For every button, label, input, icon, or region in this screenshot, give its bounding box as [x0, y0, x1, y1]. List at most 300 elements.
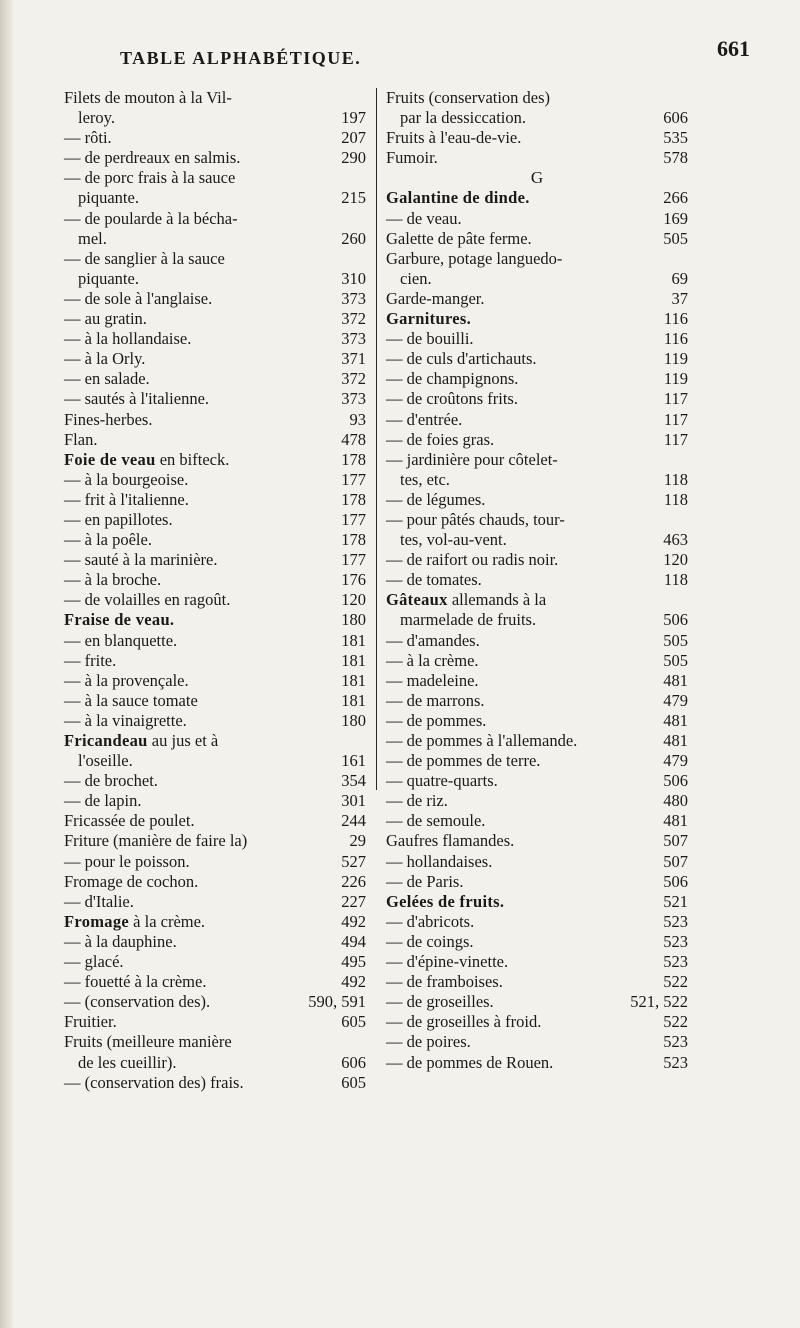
entry-label: Fruits (conservation des) [386, 88, 551, 107]
entry-label: — de légumes. [386, 489, 486, 509]
index-entry [386, 711, 688, 731]
entry-page-number: 120 [663, 550, 688, 570]
entry-page-number: 507 [663, 851, 688, 871]
entry-page-number: 177 [341, 550, 366, 570]
entry-label: — madeleine. [386, 670, 479, 690]
index-entry [386, 430, 688, 450]
entry-label: Galette de pâte ferme. [386, 228, 532, 248]
entry-label: — de sanglier à la sauce [64, 248, 225, 268]
entry-page-number: 590, 591 [308, 992, 366, 1012]
entry-label: — en papillotes. [64, 509, 173, 529]
entry-label: — (conservation des) frais. [64, 1072, 244, 1092]
entry-label: Fumoir. [386, 148, 438, 168]
entry-label: — pour le poisson. [64, 851, 190, 871]
index-entry [386, 570, 688, 590]
index-entry-line [64, 209, 366, 229]
entry-page-number: 118 [663, 469, 688, 489]
entry-label: — d'amandes. [386, 630, 480, 650]
entry-label-rest: au jus et à [147, 731, 219, 750]
entry-page-number: 29 [349, 831, 366, 851]
entry-page-number: 161 [341, 751, 366, 771]
index-entry [386, 992, 688, 1012]
entry-page-number: 178 [341, 489, 366, 509]
entry-label: — de riz. [386, 791, 448, 811]
entry-label: — de groseilles à froid. [386, 1012, 542, 1032]
entry-page-number: 506 [663, 610, 688, 630]
entry-page-number: 197 [341, 108, 366, 128]
entry-label [386, 590, 546, 609]
index-entry [64, 430, 366, 450]
entry-label: — à la crème. [386, 650, 479, 670]
entry-label: — à la Orly. [64, 349, 146, 369]
index-entry [386, 128, 688, 148]
index-entry [386, 490, 688, 510]
entry-label: — de coings. [386, 931, 474, 951]
entry-page-number: 372 [341, 369, 366, 389]
entry-page-number: 116 [663, 309, 688, 329]
index-entry [386, 209, 688, 229]
index-entry [64, 108, 366, 128]
entry-label [386, 892, 504, 912]
entry-label: — de brochet. [64, 771, 158, 791]
page-number: 661 [717, 36, 750, 61]
entry-label: — de pommes de terre. [386, 751, 541, 771]
index-entry [386, 791, 688, 811]
entry-headword: Galantine de dinde. [386, 188, 530, 208]
entry-page-number: 373 [341, 288, 366, 308]
index-entry [64, 470, 366, 490]
entry-label: — d'abricots. [386, 911, 475, 931]
entry-page-number: 606 [663, 108, 688, 128]
index-entry [386, 108, 688, 128]
index-entry [64, 751, 366, 771]
entry-page-number: 177 [341, 509, 366, 529]
index-entry [386, 1053, 688, 1073]
entry-page-number: 180 [341, 710, 366, 730]
entry-label: — à la poêle. [64, 530, 152, 550]
entry-label: — de veau. [386, 208, 462, 228]
entry-label: Fines-herbes. [64, 409, 153, 429]
entry-label [386, 309, 471, 329]
index-entry [386, 952, 688, 972]
entry-label-rest: à la crème. [129, 911, 206, 931]
index-entry [386, 530, 688, 550]
running-title: TABLE ALPHABÉTIQUE. [120, 48, 362, 68]
entry-page-number: 181 [341, 630, 366, 650]
entry-label: — fouetté à la crème. [64, 972, 207, 992]
entry-page-number: 523 [663, 1032, 688, 1052]
entry-label: Fruits à l'eau-de-vie. [386, 128, 522, 148]
index-entry [386, 389, 688, 409]
index-entry [64, 410, 366, 430]
entry-label: tes, etc. [400, 469, 450, 489]
entry-label: — rôti. [64, 128, 112, 148]
entry-label-rest: allemands à la [447, 590, 547, 610]
entry-label: — de Paris. [386, 871, 464, 891]
entry-page-number: 481 [663, 811, 688, 831]
index-entry [64, 791, 366, 811]
entry-page-number: 290 [341, 148, 366, 168]
index-entry [64, 992, 366, 1012]
entry-label: — de sole à l'anglaise. [64, 288, 213, 308]
entry-page-number: 266 [663, 188, 688, 208]
index-entry [386, 1032, 688, 1052]
entry-page-number: 37 [671, 288, 688, 308]
entry-label: — de culs d'artichauts. [386, 349, 537, 369]
entry-page-number: 244 [341, 811, 366, 831]
index-entry [64, 590, 366, 610]
entry-page-number: 119 [663, 349, 688, 369]
entry-label: tes, vol-au-vent. [400, 530, 507, 550]
entry-label: marmelade de fruits. [400, 610, 537, 630]
index-entry [64, 872, 366, 892]
entry-page-number: 463 [663, 530, 688, 550]
entry-page-number: 492 [341, 911, 366, 931]
entry-label: — à la hollandaise. [64, 329, 192, 349]
entry-label: — de tomates. [386, 570, 482, 590]
entry-label: — à la provençale. [64, 670, 189, 690]
index-entry [64, 309, 366, 329]
entry-page-number: 117 [663, 389, 688, 409]
entry-label: — de foies gras. [386, 429, 495, 449]
index-entry [386, 148, 688, 168]
entry-label: — sauté à la marinière. [64, 550, 218, 570]
entry-page-number: 354 [341, 771, 366, 791]
entry-label: — d'entrée. [386, 409, 463, 429]
entry-label: — de pommes à l'allemande. [386, 731, 578, 750]
index-entry [386, 269, 688, 289]
entry-label: — de croûtons frits. [386, 389, 518, 409]
index-entry [64, 269, 366, 289]
entry-label: — de groseilles. [386, 992, 494, 1012]
index-entry [64, 932, 366, 952]
entry-page-number: 93 [349, 409, 366, 429]
index-entry [64, 831, 366, 851]
entry-page-number: 481 [663, 710, 688, 730]
entry-page-number: 523 [663, 1052, 688, 1072]
index-entry-line [64, 1032, 366, 1052]
entry-page-number: 373 [341, 389, 366, 409]
entry-page-number: 494 [341, 931, 366, 951]
index-entry-line [64, 249, 366, 269]
entry-page-number: 176 [341, 570, 366, 590]
entry-label: Flan. [64, 429, 98, 449]
index-entry [64, 892, 366, 912]
entry-page-number: 480 [663, 791, 688, 811]
entry-page-number: 118 [663, 489, 688, 509]
index-entry [64, 530, 366, 550]
entry-label: mel. [78, 228, 107, 248]
entry-page-number: 478 [341, 429, 366, 449]
entry-headword: Garnitures. [386, 309, 472, 329]
entry-label: — frite. [64, 650, 117, 670]
entry-page-number: 181 [341, 650, 366, 670]
entry-page-number: 301 [341, 791, 366, 811]
entry-page-number: 260 [341, 228, 366, 248]
entry-page-number: 180 [341, 610, 366, 630]
entry-label: — de volailles en ragoût. [64, 590, 231, 610]
entry-label: Gaufres flamandes. [386, 831, 515, 851]
column-divider [376, 88, 377, 790]
entry-label: cien. [400, 268, 432, 288]
index-column-right [386, 88, 688, 1073]
index-entry [386, 972, 688, 992]
entry-label: — en blanquette. [64, 630, 178, 650]
entry-label [64, 610, 174, 630]
index-entry [386, 550, 688, 570]
entry-page-number: 522 [663, 972, 688, 992]
index-entry [386, 852, 688, 872]
entry-label: Fromage de cochon. [64, 871, 199, 891]
index-entry [386, 932, 688, 952]
index-entry [386, 410, 688, 430]
entry-label [64, 912, 205, 932]
entry-page-number: 181 [341, 690, 366, 710]
entry-label: piquante. [78, 268, 139, 288]
entry-label: — de champignons. [386, 369, 519, 389]
entry-page-number: 527 [341, 851, 366, 871]
entry-label: Fricassée de poulet. [64, 811, 195, 831]
index-entry [64, 389, 366, 409]
index-entry [386, 872, 688, 892]
entry-page-number: 119 [663, 369, 688, 389]
index-entry [386, 369, 688, 389]
entry-page-number: 506 [663, 771, 688, 791]
index-entry [386, 691, 688, 711]
index-entry [386, 912, 688, 932]
index-entry [386, 329, 688, 349]
page-header [60, 14, 750, 68]
entry-label: leroy. [78, 108, 115, 128]
entry-label: — glacé. [64, 952, 124, 972]
index-entry-line [386, 88, 688, 108]
entry-label [64, 731, 218, 750]
entry-label: — de framboises. [386, 972, 503, 992]
index-entry [64, 510, 366, 530]
entry-label [64, 450, 229, 470]
index-entry [64, 1012, 366, 1032]
entry-label: Fruits (meilleure manière [64, 1032, 232, 1052]
entry-page-number: 373 [341, 329, 366, 349]
index-entry [386, 610, 688, 630]
entry-label: — de poires. [386, 1032, 471, 1052]
entry-label: — pour pâtés chauds, tour- [386, 509, 565, 529]
page-spine-shadow [0, 0, 14, 1328]
index-entry [64, 148, 366, 168]
entry-page-number: 522 [663, 1012, 688, 1032]
entry-page-number: 481 [663, 670, 688, 690]
entry-page-number: 178 [341, 449, 366, 469]
index-entry [64, 188, 366, 208]
entry-page-number: 181 [341, 670, 366, 690]
index-entry [386, 651, 688, 671]
index-entry [386, 671, 688, 691]
entry-page-number: 505 [663, 228, 688, 248]
index-entry-line [386, 510, 688, 530]
entry-label [386, 188, 530, 208]
entry-page-number: 207 [341, 128, 366, 148]
index-entry [386, 631, 688, 651]
entry-page-number: 606 [341, 1052, 366, 1072]
entry-headword: Foie de veau [64, 449, 156, 469]
index-entry [64, 691, 366, 711]
entry-label: — à la dauphine. [64, 931, 177, 951]
entry-headword: Fricandeau [64, 731, 148, 750]
entry-page-number: 605 [341, 1072, 366, 1092]
entry-label: — frit à l'italienne. [64, 489, 189, 509]
index-entry [64, 1073, 366, 1093]
index-column-left [64, 88, 366, 1093]
index-entry [64, 128, 366, 148]
index-entry [64, 912, 366, 932]
index-entry [386, 731, 688, 751]
entry-page-number: 507 [663, 831, 688, 851]
entry-label: Garbure, potage languedo- [386, 248, 563, 268]
index-entry [64, 952, 366, 972]
entry-label: — de pommes de Rouen. [386, 1052, 554, 1072]
entry-page-number: 118 [663, 570, 688, 590]
entry-headword: Fraise de veau. [64, 610, 175, 630]
index-entry [386, 1012, 688, 1032]
index-entry [64, 490, 366, 510]
entry-label: Garde-manger. [386, 288, 485, 308]
entry-page-number: 226 [341, 871, 366, 891]
index-entry [64, 369, 366, 389]
index-entry-line [64, 731, 366, 751]
index-entry-line [386, 450, 688, 470]
entry-page-number: 177 [341, 469, 366, 489]
entry-page-number: 117 [663, 429, 688, 449]
index-entry [64, 651, 366, 671]
entry-page-number: 535 [663, 128, 688, 148]
entry-label: — d'Italie. [64, 891, 134, 911]
index-entry-line [64, 168, 366, 188]
entry-page-number: 371 [341, 349, 366, 369]
entry-label: — de porc frais à la sauce [64, 168, 236, 188]
entry-label: — à la vinaigrette. [64, 710, 187, 730]
index-entry [64, 852, 366, 872]
index-entry [64, 349, 366, 369]
entry-label: — jardinière pour côtelet- [386, 449, 558, 469]
entry-label: — de lapin. [64, 791, 142, 811]
entry-label: — de semoule. [386, 811, 486, 831]
entry-page-number: 169 [663, 208, 688, 228]
entry-headword: Gâteaux [386, 590, 448, 610]
index-entry [64, 450, 366, 470]
entry-page-number: 605 [341, 1012, 366, 1032]
entry-page-number: 506 [663, 871, 688, 891]
index-entry [64, 972, 366, 992]
entry-page-number: 521 [663, 891, 688, 911]
entry-page-number: 372 [341, 309, 366, 329]
entry-label: — quatre-quarts. [386, 771, 498, 791]
entry-headword: Gelées de fruits. [386, 891, 505, 911]
index-entry-line [386, 249, 688, 269]
index-entry [386, 470, 688, 490]
entry-label: Friture (manière de faire la) [64, 831, 248, 851]
entry-page-number: 492 [341, 972, 366, 992]
entry-headword: Fromage [64, 911, 130, 931]
index-entry [64, 550, 366, 570]
index-entry-line [386, 590, 688, 610]
index-entry [386, 188, 688, 208]
index-entry [386, 229, 688, 249]
index-entry [64, 610, 366, 630]
entry-label: — (conservation des). [64, 992, 211, 1012]
index-entry [386, 289, 688, 309]
entry-label-rest: en bifteck. [155, 449, 230, 469]
index-entry [386, 771, 688, 791]
index-entry [386, 811, 688, 831]
entry-page-number: 523 [663, 911, 688, 931]
entry-page-number: 495 [341, 952, 366, 972]
entry-label: piquante. [78, 188, 139, 208]
index-entry [386, 751, 688, 771]
entry-label: l'oseille. [78, 751, 133, 771]
index-entry [64, 289, 366, 309]
entry-label: — de marrons. [386, 690, 485, 710]
index-entry [64, 771, 366, 791]
entry-page-number: 481 [663, 731, 688, 750]
index-entry [64, 329, 366, 349]
entry-page-number: 479 [663, 751, 688, 771]
index-entry [386, 349, 688, 369]
entry-label: — de raifort ou radis noir. [386, 550, 559, 570]
entry-page-number: 310 [341, 268, 366, 288]
entry-page-number: 120 [341, 590, 366, 610]
entry-page-number: 521, 522 [630, 992, 688, 1012]
entry-label: Fruitier. [64, 1012, 117, 1032]
entry-page-number: 523 [663, 931, 688, 951]
index-entry [64, 631, 366, 651]
entry-page-number: 578 [663, 148, 688, 168]
entry-label: — de perdreaux en salmis. [64, 148, 241, 168]
index-entry [64, 811, 366, 831]
entry-page-number: 523 [663, 952, 688, 972]
index-entry [64, 1053, 366, 1073]
entry-page-number: 227 [341, 891, 366, 911]
entry-label: — à la sauce tomate [64, 690, 198, 710]
entry-page-number: 215 [341, 188, 366, 208]
index-entry [64, 229, 366, 249]
entry-label: — au gratin. [64, 309, 147, 329]
entry-page-number: 505 [663, 630, 688, 650]
entry-label: — à la broche. [64, 570, 162, 590]
index-entry [386, 831, 688, 851]
entry-page-number: 505 [663, 650, 688, 670]
entry-label: — de pommes. [386, 710, 487, 730]
entry-label: — de poularde à la bécha- [64, 208, 238, 228]
entry-page-number: 116 [663, 329, 688, 349]
entry-page-number: 479 [663, 690, 688, 710]
entry-label: — en salade. [64, 369, 150, 389]
entry-page-number: 117 [663, 409, 688, 429]
section-letter: G [530, 168, 544, 188]
index-entry-line [64, 88, 366, 108]
entry-label: Filets de mouton à la Vil- [64, 88, 232, 107]
entry-page-number: 178 [341, 530, 366, 550]
entry-label: par la dessiccation. [400, 108, 526, 128]
entry-label: de les cueillir). [78, 1052, 177, 1072]
index-entry [64, 711, 366, 731]
entry-label: — sautés à l'italienne. [64, 389, 210, 409]
index-entry [386, 892, 688, 912]
entry-label: — d'épine-vinette. [386, 952, 509, 972]
index-entry [64, 570, 366, 590]
entry-label: — hollandaises. [386, 851, 493, 871]
entry-label: — de bouilli. [386, 329, 474, 349]
entry-label: — à la bourgeoise. [64, 469, 189, 489]
